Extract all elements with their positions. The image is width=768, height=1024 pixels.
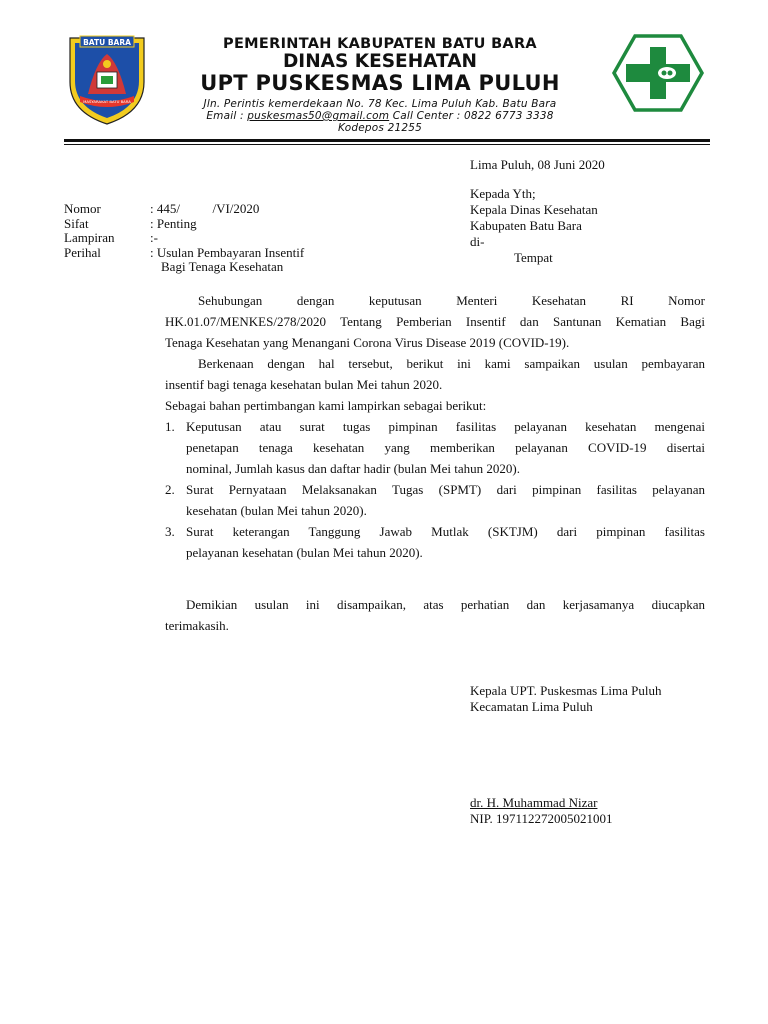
list-line: penetapan tenaga kesehatan yang memberikan pelayanan COVID-19 disertai [186, 440, 705, 455]
body-line: insentif bagi tenaga kesehatan bulan Mei tahun 2020. [165, 377, 443, 392]
date-place: Lima Puluh, 08 Juni 2020 [470, 157, 605, 172]
list-number: 1. [165, 419, 175, 434]
email-link[interactable]: puskesmas50@gmail.com [247, 110, 390, 122]
emblem-ribbon-text: MASYARAKAT BATU BARA [83, 99, 131, 104]
list-line: nominal, Jumlah kasus dan daftar hadir (bulan Mei tahun 2020). [186, 461, 520, 476]
closing-paragraph [165, 594, 705, 636]
meta-row-perihal [64, 245, 444, 260]
body-line: Tenaga Kesehatan yang Menangani Corona Virus Disease 2019 (COVID-19). [165, 335, 570, 350]
word: Menteri [456, 293, 498, 308]
list-item [165, 416, 705, 479]
header-rule-thin [64, 144, 710, 145]
meta-row-sifat [64, 216, 444, 231]
closing-line: Demikian usulan ini disampaikan, atas perhatian dan kerjasamanya diucapkan [186, 597, 705, 612]
word: Sehubungan [198, 293, 263, 308]
recipient-block [470, 186, 710, 266]
recipient-line: Kepala Dinas Kesehatan [470, 202, 598, 217]
signature-title [470, 683, 710, 715]
list-number: 2. [165, 482, 175, 497]
closing-line: terimakasih. [165, 618, 229, 633]
word: Kesehatan [531, 293, 587, 308]
meta-label: Perihal [64, 244, 101, 260]
list-item [165, 521, 705, 563]
signature-block [470, 795, 710, 827]
email-label: Email : [206, 110, 248, 122]
meta-value: Bagi Tenaga Kesehatan [161, 259, 284, 274]
emblem-top-text: BATU BARA [83, 38, 131, 47]
meta-value: :- [150, 230, 158, 245]
body-line [165, 290, 705, 311]
meta-row-nomor [64, 201, 444, 216]
postcode-line: Kodepos 21255 [338, 122, 422, 134]
list-item [165, 479, 705, 521]
meta-label: Lampiran [64, 230, 115, 245]
recipient-line: Kabupaten Batu Bara [470, 218, 582, 233]
meta-value: : 445/ /VI/2020 [150, 201, 260, 216]
recipient-line: di- [470, 234, 485, 249]
word: dengan [296, 293, 335, 308]
word: RI [620, 293, 634, 308]
contact-line [150, 110, 610, 122]
word: Nomor [668, 293, 705, 308]
list-line: Surat Pernyataan Melaksanakan Tugas (SPMT) dari pimpinan fasilitas pelayanan [186, 482, 705, 497]
meta-value: : Penting [150, 215, 197, 231]
signatory-name: dr. H. Muhammad Nizar [470, 795, 598, 810]
meta-row-perihal-cont [64, 259, 444, 274]
recipient-place: Tempat [514, 250, 553, 265]
meta-label: Nomor [64, 201, 101, 216]
letter-meta [64, 201, 444, 274]
word: keputusan [368, 293, 422, 308]
list-line: kesehatan (bulan Mei tahun 2020). [186, 503, 367, 518]
address-line: Jln. Perintis kemerdekaan No. 78 Kec. Lima Puluh Kab. Batu Bara [203, 98, 557, 110]
gov-title: PEMERINTAH KABUPATEN BATU BARA [223, 36, 537, 52]
batu-bara-emblem-icon [66, 34, 148, 126]
letter-body [165, 290, 705, 563]
puskesmas-logo-icon [612, 34, 704, 112]
signatory-nip: NIP. 197112272005021001 [470, 811, 613, 826]
recipient-greeting: Kepada Yth; [470, 186, 536, 201]
meta-row-lampiran [64, 230, 444, 245]
agency-title: DINAS KESEHATAN [282, 51, 478, 72]
call-center: Call Center : 0822 6773 3338 [389, 110, 554, 122]
body-line: HK.01.07/MENKES/278/2020 Tentang Pemberian Insentif dan Santunan Kematian Bagi [165, 314, 705, 329]
meta-value: : Usulan Pembayaran Insentif [150, 244, 305, 260]
list-number: 3. [165, 524, 175, 539]
list-line: Keputusan atau surat tugas pimpinan fasilitas pelayanan kesehatan mengenai [186, 419, 705, 434]
list-line: pelayanan kesehatan (bulan Mei tahun 2020). [186, 545, 423, 560]
signature-district: Kecamatan Lima Puluh [470, 699, 593, 714]
body-line: Berkenaan dengan hal tersebut, berikut ini kami sampaikan usulan pembayaran [198, 356, 705, 371]
body-line: Sebagai bahan pertimbangan kami lampirkan sebagai berikut: [165, 398, 487, 413]
meta-label: Sifat [64, 215, 89, 231]
list-line: Surat keterangan Tanggung Jawab Mutlak (SKTJM) dari pimpinan fasilitas [186, 524, 705, 539]
signature-position: Kepala UPT. Puskesmas Lima Puluh [470, 683, 662, 698]
unit-title: UPT PUSKESMAS LIMA PULUH [200, 71, 560, 95]
header-rule-thick [64, 139, 710, 142]
